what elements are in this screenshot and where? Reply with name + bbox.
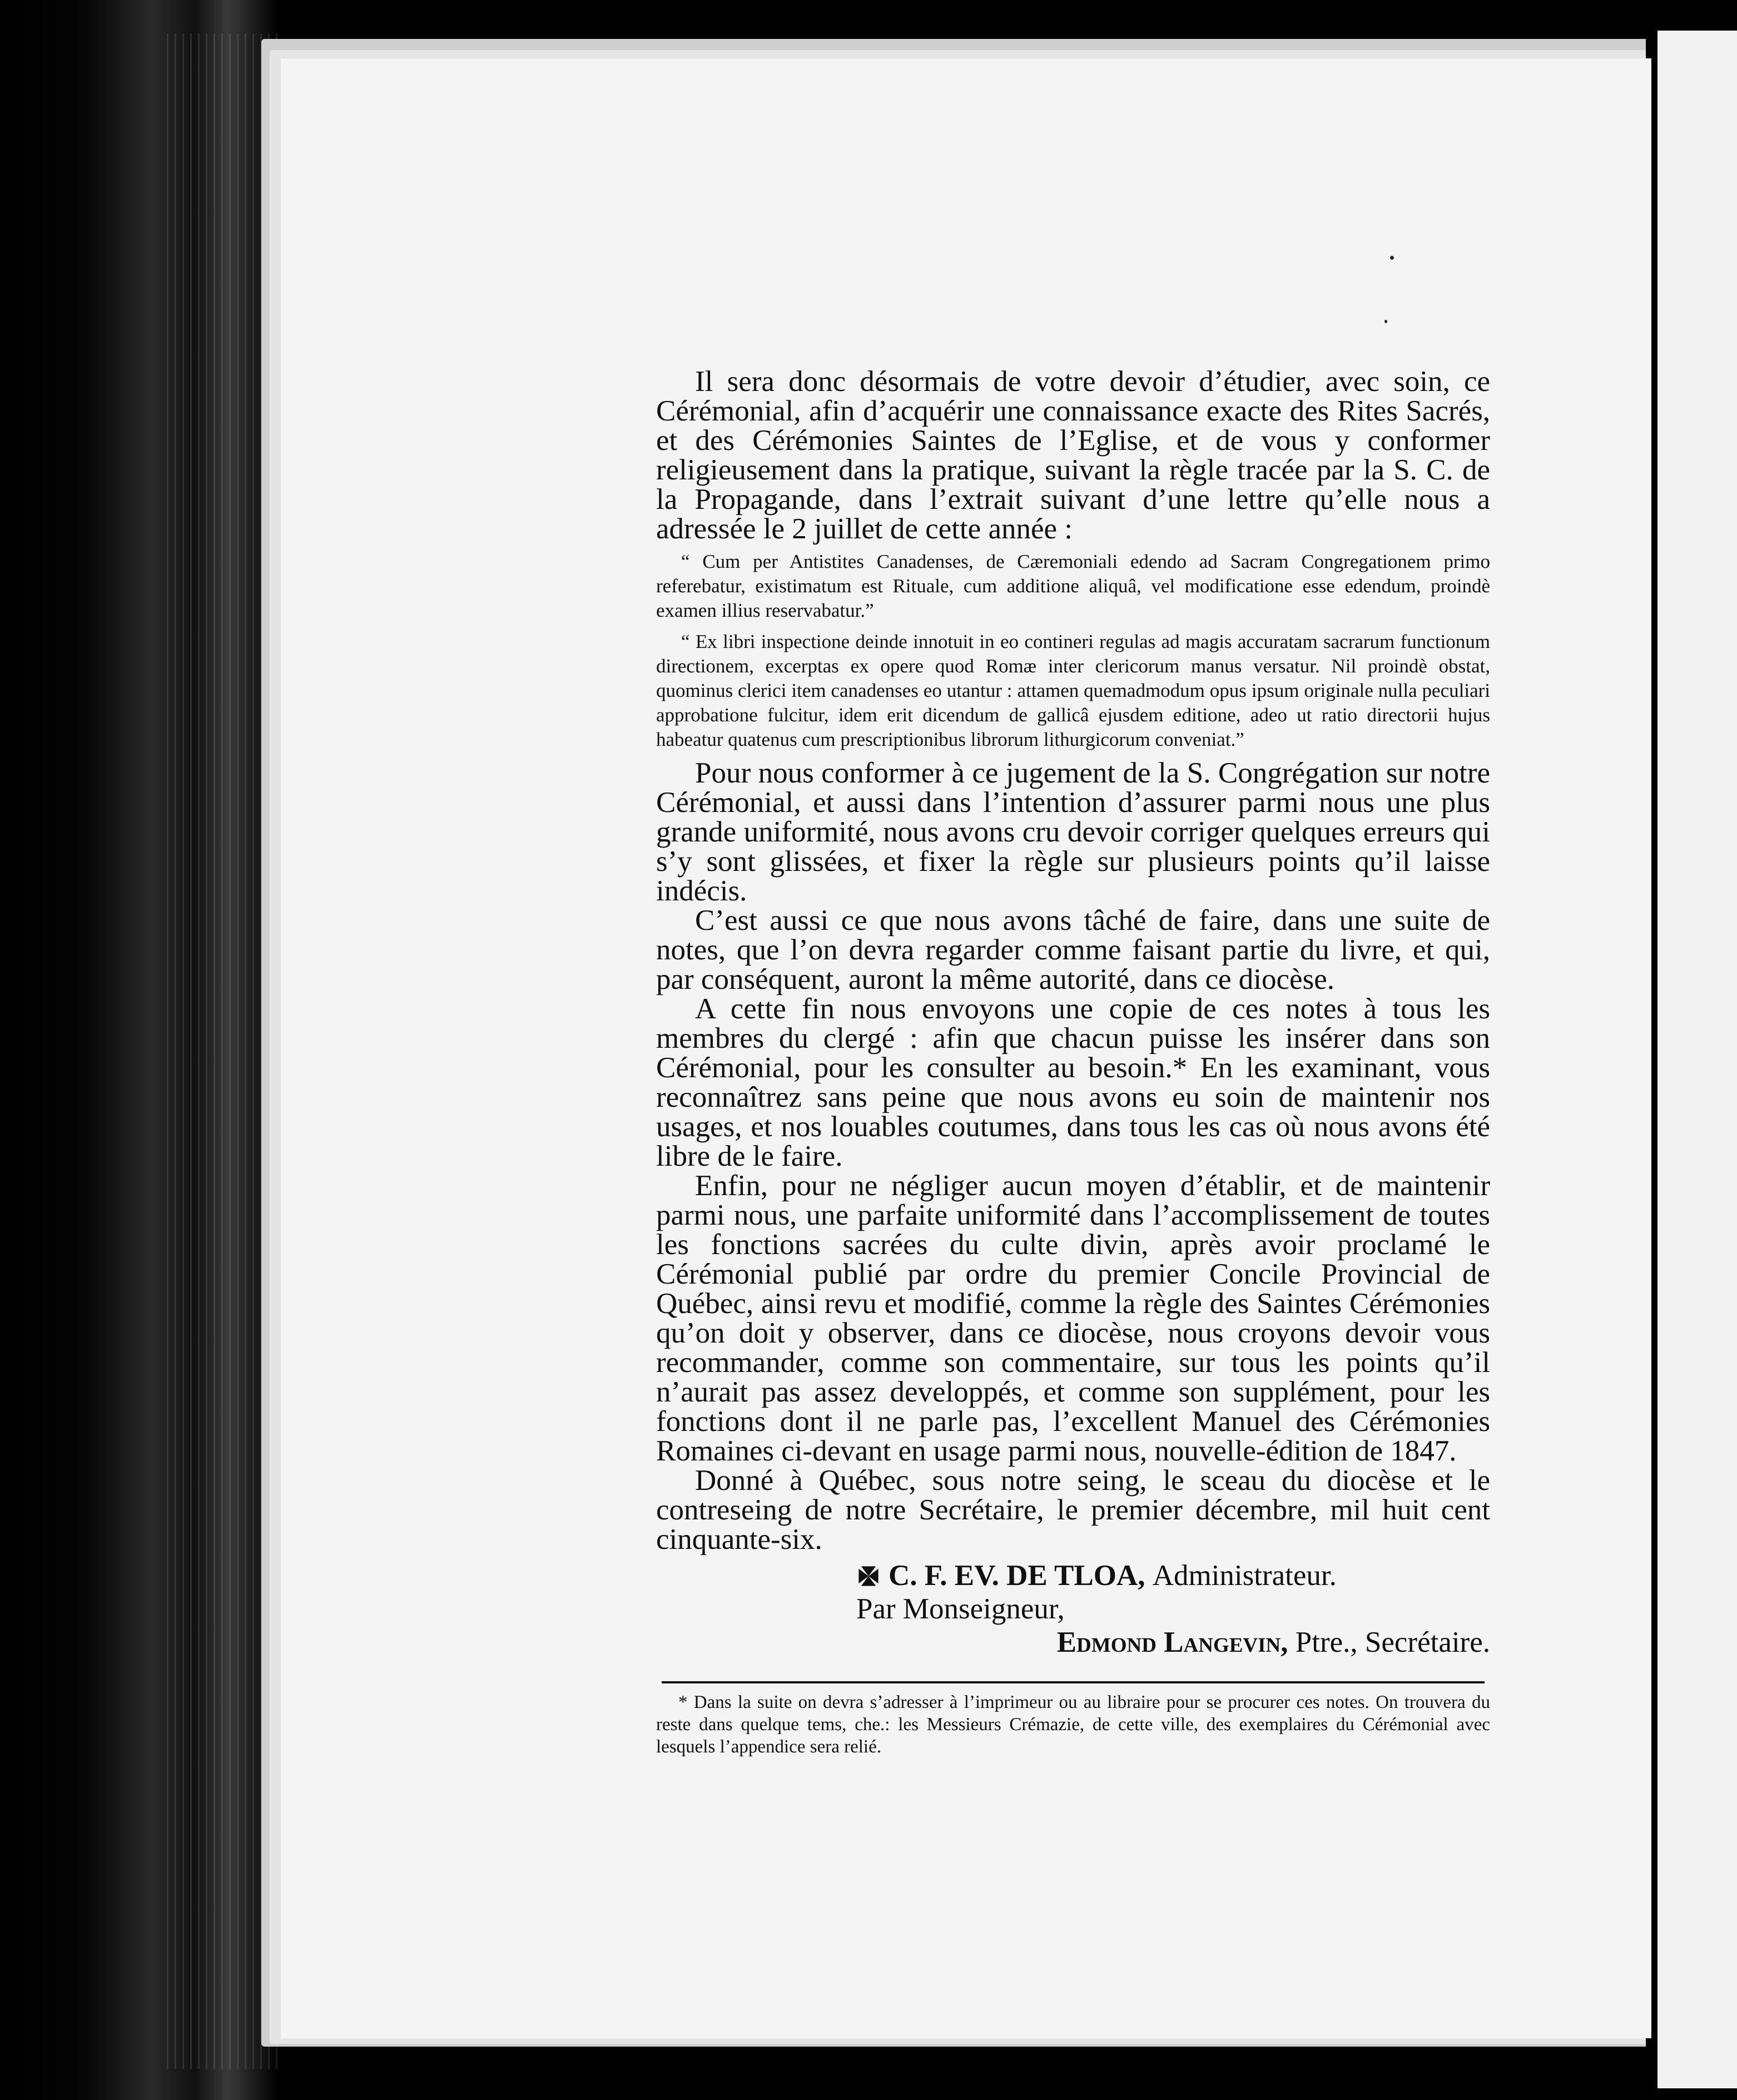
administrator-name: C. F. EV. DE TLOA,	[889, 1559, 1145, 1592]
footnote	[656, 1691, 1490, 1758]
maltese-cross-icon	[856, 1564, 881, 1588]
footnote-text: * Dans la suite on devra s’adresser à l’imprimeur ou au libraire pour se procurer ces notes. On trouvera du reste dans quelque tems, che.: les Messieurs Crémazie, de cette ville, des exemplaires du Cérémonial avec lesquels l’appendice sera relié.	[656, 1692, 1490, 1757]
speck	[1390, 256, 1394, 260]
speck	[1384, 320, 1387, 323]
latin-quote: “ Ex libri inspectione deinde innotuit in eo contineri regulas ad magis accuratam sacrarum functionum directionem, excerptas ex opere quod Romæ inter clericorum manus versatur. Nil proindè obstat, quominus clerici item canadenses eo utantur : attamen quemadmodum opus ipsum originale nulla peculiari approbatione fulcitur, idem erit dicendum de gallicâ ejusdem editione, adeo ut ratio directorii hujus habeatur quatenus cum prescriptionibus librorum lithurgicorum conveniat.”	[656, 631, 1490, 750]
paragraph: A cette fin nous envoyons une copie de ces notes à tous les membres du clergé : afin que chacun puisse les insérer dans son Cérémonial, pour les consulter au besoin.* En les examinant, vous reconnaîtrez sans peine que nous avons eu soin de maintenir nos usages, et nos louables coutumes, dans tous les cas où nous avons été libre de le faire.	[656, 993, 1490, 1172]
paragraph: Il sera donc désormais de votre devoir d’étudier, avec soin, ce Cérémonial, afin d’acquérir une connaissance exacte des Rites Sacrés, et des Cérémonies Saintes de l’Eglise, et de vous y conformer religieusement dans la pratique, suivant la règle tracée par la S. C. de la Propagande, dans l’extrait suivant d’une lettre qu’elle nous a adressée le 2 juillet de cette année :	[656, 365, 1490, 545]
administrator-role: Administrateur.	[1152, 1559, 1337, 1592]
facing-page-edge	[1654, 31, 1737, 2088]
signature-block	[656, 1559, 1490, 1659]
letter-body	[656, 367, 1490, 1758]
secretary-name: Edmond Langevin,	[1056, 1626, 1288, 1658]
latin-quote: “ Cum per Antistites Canadenses, de Cæremoniali edendo ad Sacram Congregationem primo referebatur, existimatum est Rituale, cum additione aliquâ, vel modificatione esse edendum, proindè examen illius reservabatur.”	[656, 551, 1490, 621]
par-monseigneur: Par Monseigneur,	[856, 1593, 1065, 1625]
administrator-line	[656, 1559, 1490, 1592]
secretary-role: Ptre., Secrétaire.	[1295, 1626, 1490, 1658]
paragraph: Enfin, pour ne négliger aucun moyen d’établir, et de maintenir parmi nous, une parfaite uniformité dans l’accomplissement de toutes les fonctions sacrées du culte divin, après avoir proclamé le Cérémonial publié par ordre du premier Concile Provincial de Québec, ainsi revu et modifié, comme la règle des Saintes Cérémonies qu’on doit y observer, dans ce diocèse, nous croyons devoir vous recommander, comme son commentaire, sur tous les points qu’il n’aurait pas assez developpés, et comme son supplément, pour les fonctions dont il ne parle pas, l’excellent Manuel des Cérémonies Romaines ci-devant en usage parmi nous, nouvelle-édition de 1847.	[656, 1170, 1490, 1467]
paragraph: Pour nous conformer à ce jugement de la S. Congrégation sur notre Cérémonial, et aussi dans l’intention d’assurer parmi nous une plus grande uniformité, nous avons cru devoir corriger quelques erreurs qui s’y sont glissées, et fixer la règle sur plusieurs points qu’il laisse indécis.	[656, 757, 1490, 907]
secretary-line	[656, 1626, 1490, 1659]
paragraph: C’est aussi ce que nous avons tâché de faire, dans une suite de notes, que l’on devra regarder comme faisant partie du livre, et qui, par conséquent, auront la même autorité, dans ce diocèse.	[656, 904, 1490, 995]
paragraph: Donné à Québec, sous notre seing, le sceau du diocèse et le contreseing de notre Secrétaire, le premier décembre, mil huit cent cinquante-six.	[656, 1464, 1490, 1556]
footnote-rule	[662, 1681, 1485, 1683]
